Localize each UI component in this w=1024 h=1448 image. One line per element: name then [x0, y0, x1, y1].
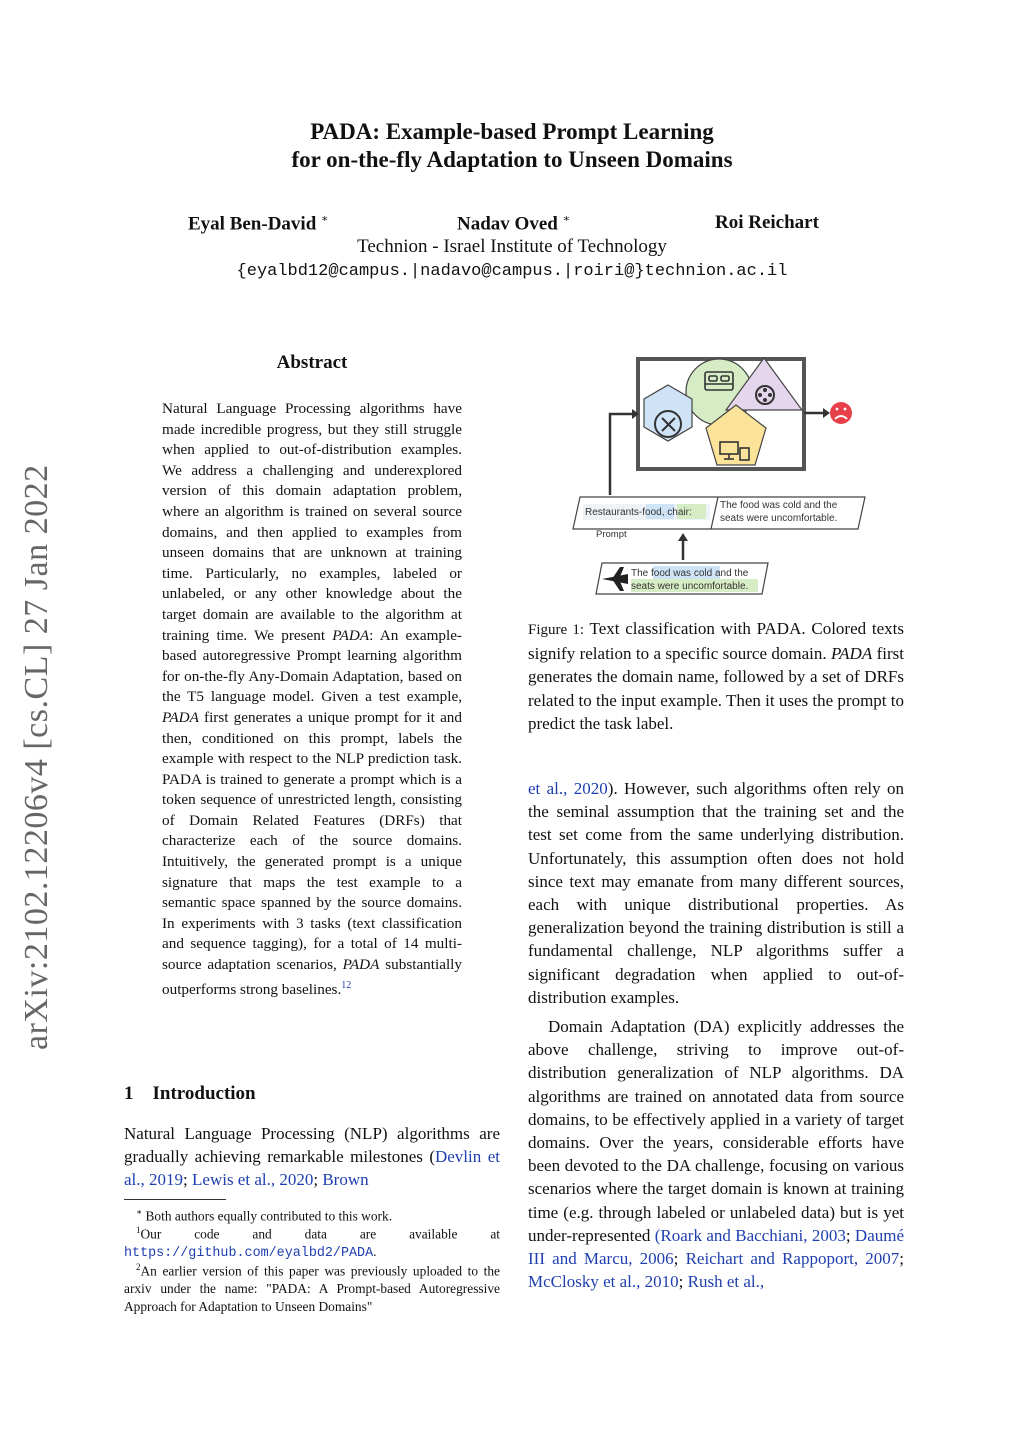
abstract-heading: Abstract [276, 352, 348, 373]
prompt-text: Restaurants-food, chair: [585, 507, 692, 518]
right-column-paragraph-1: et al., 2020). However, such algorithms often rely on the seminal assumption that the training set and the test set come from the same underlying distribution. Unfortunately, this assumption often does not hold since text may emanate from many different sources, each with unique distributional properties. As generalization beyond the training distribution is still a fundamental challenge, NLP algorithms suffer a significant degradation when applied to out-of-distribution examples. [528, 779, 904, 1007]
figure-1-diagram [570, 352, 870, 602]
citation-link[interactable]: et al., 2020 [528, 779, 608, 798]
author-1: Eyal Ben-David ∗ [188, 213, 329, 235]
author-emails: {eyalbd12@campus.|nadavo@campus.|roiri@}technion.ac.il [236, 262, 788, 281]
citation-link[interactable]: Devlin et al., 2019 [124, 1147, 500, 1190]
citation-link[interactable]: Daumé III and Marcu, 2006 [528, 1225, 905, 1269]
prompt-example-line-1: The food was cold and the [720, 500, 838, 511]
introduction-paragraph: Natural Language Processing (NLP) algorithms are gradually achieving remarkable milestones (Devlin et al., 2019; Lewis et al., 2020; Brown [124, 1124, 500, 1190]
arxiv-identifier: arXiv:2102.12206v4 [cs.CL] 27 Jan 2022 [18, 464, 55, 1050]
input-example-line-2: seats were uncomfortable. [631, 581, 749, 592]
right-column-paragraph-2: Domain Adaptation (DA) explicitly addresses the above challenge, striving to improve out-of-distribution generalization of NLP algorithms. DA algorithms are trained on annotated data from source domains, to be effectively applied in a variety of target domains. Over the years, considerable efforts have been devoted to the DA challenge, focusing on various scenarios where the target domain is known at training time (e.g. through labeled or unlabeled data) but is yet under-represented (Roark and Bacchiani, 2003; Daumé III and Marcu, 2006; Reichart and Rappoport, 2007; McClosky et al., 2010; Rush et al., [528, 1017, 905, 1292]
citation-link[interactable]: Rush et al., [687, 1272, 765, 1292]
footnote-1: $^1$Our code and data are available at https://github.com/eyalbd2/PADA. [124, 1225, 500, 1262]
citation-link[interactable]: Reichart and Rappoport, 2007 [685, 1249, 900, 1269]
input-example-line-1: The food was cold and the [631, 568, 749, 579]
code-url-link[interactable]: https://github.com/eyalbd2/PADA [124, 1246, 374, 1262]
citation-link[interactable]: (Roark and Bacchiani, 2003 [654, 1225, 846, 1245]
citation-link[interactable]: Brown [322, 1170, 369, 1190]
footnote-2: $^2$An earlier version of this paper was previously uploaded to the arxiv under the name: "PADA: A Prompt-based Autoregressive Approach for Adaptation to Unseen Domains" [124, 1262, 500, 1315]
footnote-rule [124, 1199, 226, 1200]
prompt-example-line-2: seats were uncomfortable. [720, 513, 838, 524]
footnote-ref[interactable]: 12 [341, 979, 352, 991]
prompt-to-model-arrow [610, 414, 633, 495]
citation-link[interactable]: Lewis et al., 2020 [192, 1170, 314, 1190]
citation-link[interactable]: McClosky et al., 2010 [528, 1272, 679, 1292]
affiliation: Technion - Israel Institute of Technology [357, 236, 667, 257]
paper-title [0, 118, 1024, 174]
footnote-star: ∗ Both authors equally contributed to this work. [136, 1207, 393, 1224]
abstract-body: Natural Language Processing algorithms have made incredible progress, but they still struggle when applied to out-of-distribution examples. We address a challenging and underexplored version of this domain adaptation problem, where an algorithm is trained on several source domains, and then applied to examples from unseen domains that are unknown at training time. Particularly, no examples, labeled or unlabeled, or any other knowledge about the target domain are available to the algorithm at training time. We present PADA: An example-based autoregressive Prompt learning algorithm for on-the-fly Any-Domain Adaptation, based on the T5 language model. Given a test example, PADA first generates a unique prompt for it and then, conditioned on this prompt, labels the example with respect to the NLP prediction task. PADA is trained to generate a prompt which is a token sequence of unrestricted length, consisting of Domain Related Features (DRFs) that characterize each of the source domains. Intuitively, the generated prompt is a unique signature that maps the test example to a semantic space spanned by the source domains. In experiments with 3 tasks (text classification and sequence tagging), for a total of 14 multi-source adaptation scenarios, PADA substantially outperforms strong baselines.$^{12}$ [162, 400, 462, 998]
negative-sentiment-icon [830, 402, 852, 424]
title-line-2: for on-the-fly Adaptation to Unseen Domains [291, 147, 733, 172]
author-2: Nadav Oved ∗ [457, 213, 571, 235]
figure-1-caption: Figure 1: Text classification with PADA. Colored texts signify relation to a specific source domain. PADA first generates the domain name, followed by a set of DRFs related to the input example. Then it uses the prompt to predict the task label. [528, 619, 904, 733]
prompt-label: Prompt [596, 529, 627, 540]
section-heading-introduction: 1 Introduction [124, 1083, 256, 1104]
author-3: Roi Reichart [715, 212, 819, 233]
title-line-1: PADA: Example-based Prompt Learning [310, 119, 714, 144]
